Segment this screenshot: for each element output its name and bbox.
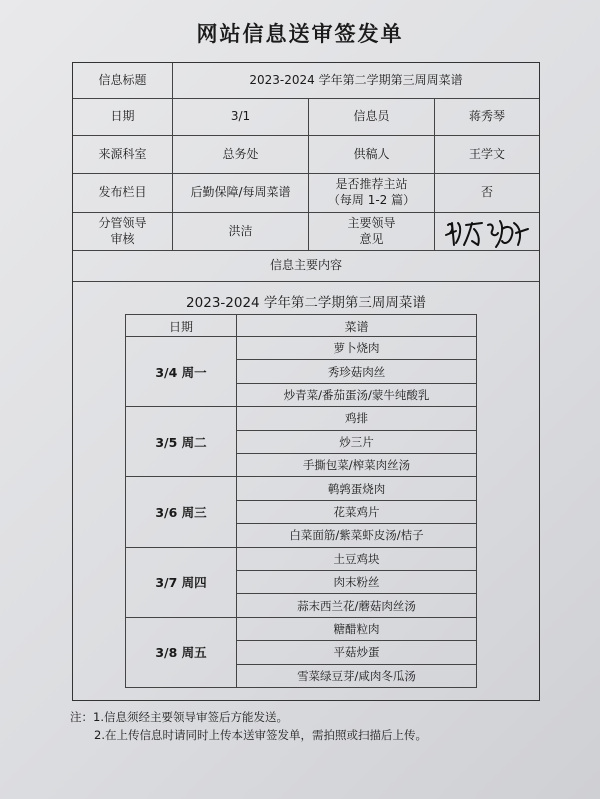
date-value: 3/1 [173, 99, 309, 135]
menu-dish-cell: 手撕包菜/榨菜肉丝汤 [237, 454, 476, 477]
column-value: 后勤保障/每周菜谱 [173, 174, 309, 212]
weekly-menu-table [125, 314, 477, 688]
leader-label [309, 213, 435, 250]
menu-header-row [126, 315, 476, 337]
contributor-value: 王学文 [468, 146, 505, 161]
menu-dish-cell: 炒青菜/番茄蛋汤/蒙牛纯酸乳 [237, 384, 476, 407]
info-title-value: 2023-2024 学年第二学期第三周周菜谱 [249, 72, 463, 87]
source-value: 总务处 [173, 136, 309, 173]
menu-dish-cell: 炒三片 [237, 431, 476, 454]
menu-dish-cell: 平菇炒蛋 [237, 641, 476, 664]
menu-dish-cell: 肉末粉丝 [237, 571, 476, 594]
row-column [73, 174, 539, 213]
reviewer-label [73, 213, 173, 250]
clerk-value: 蒋秀琴 [468, 109, 505, 124]
row-main-content-label [73, 251, 539, 282]
menu-header-day: 日期 [126, 315, 237, 337]
menu-day-cell: 3/6 周三 [126, 477, 237, 547]
menu-dish-cell: 鸡排 [237, 407, 476, 430]
menu-day-cell: 3/5 周二 [126, 407, 237, 477]
row-source [73, 136, 539, 174]
row-reviewer [73, 213, 539, 251]
reviewer-label-line2: 审核 [110, 231, 135, 246]
approval-form-table [72, 62, 540, 701]
menu-day-cell: 3/8 周五 [126, 618, 237, 688]
menu-dish-cell: 土豆鸡块 [237, 548, 476, 571]
reviewer-label-line1: 分管领导 [98, 215, 147, 230]
footnote-2: 2.在上传信息时请同时上传本送审签发单，需拍照或扫描后上传。 [94, 727, 427, 742]
main-content-label: 信息主要内容 [269, 258, 342, 273]
row-info-title [73, 63, 539, 99]
recommend-label-line2: （每周 1-2 篇） [327, 193, 416, 207]
menu-dish-cell: 秀珍菇肉丝 [237, 360, 476, 383]
recommend-label-line1: 是否推荐主站 [335, 177, 408, 192]
footnotes [70, 709, 427, 745]
menu-day-cell: 3/4 周一 [126, 337, 237, 407]
row-date [73, 99, 539, 136]
menu-dish-cell: 雪菜绿豆芽/咸肉冬瓜汤 [237, 665, 476, 688]
date-label: 日期 [73, 99, 173, 135]
recommend-value: 否 [480, 185, 493, 200]
leader-label-line2: 意见 [359, 231, 384, 246]
menu-header-dishes: 菜谱 [344, 319, 369, 334]
menu-dish-cell: 白菜面筋/紫菜虾皮汤/桔子 [237, 524, 476, 547]
source-label: 来源科室 [73, 136, 173, 173]
menu-dish-cell: 鹌鹑蛋烧肉 [237, 477, 476, 500]
reviewer-value: 洪洁 [173, 213, 309, 250]
menu-dish-cell: 萝卜烧肉 [237, 337, 476, 360]
menu-title: 2023-2024 学年第二学期第三周周菜谱 [186, 295, 426, 311]
menu-day-cell: 3/7 周四 [126, 548, 237, 618]
menu-dish-cell: 蒜末西兰花/蘑菇肉丝汤 [237, 594, 476, 617]
recommend-label [309, 174, 435, 212]
page-title: 网站信息送审签发单 [196, 22, 404, 46]
menu-dish-cell: 糖醋粒肉 [237, 618, 476, 641]
handwritten-signature-icon [442, 215, 532, 249]
leader-label-line1: 主要领导 [347, 215, 396, 230]
contributor-label: 供稿人 [309, 136, 435, 173]
menu-dish-cell: 花菜鸡片 [237, 501, 476, 524]
column-label: 发布栏目 [73, 174, 173, 212]
info-title-label: 信息标题 [73, 63, 173, 98]
clerk-label: 信息员 [309, 99, 435, 135]
leader-signature [435, 213, 539, 250]
footnote-1: 注：1.信息须经主要领导审签后方能发送。 [70, 710, 288, 724]
